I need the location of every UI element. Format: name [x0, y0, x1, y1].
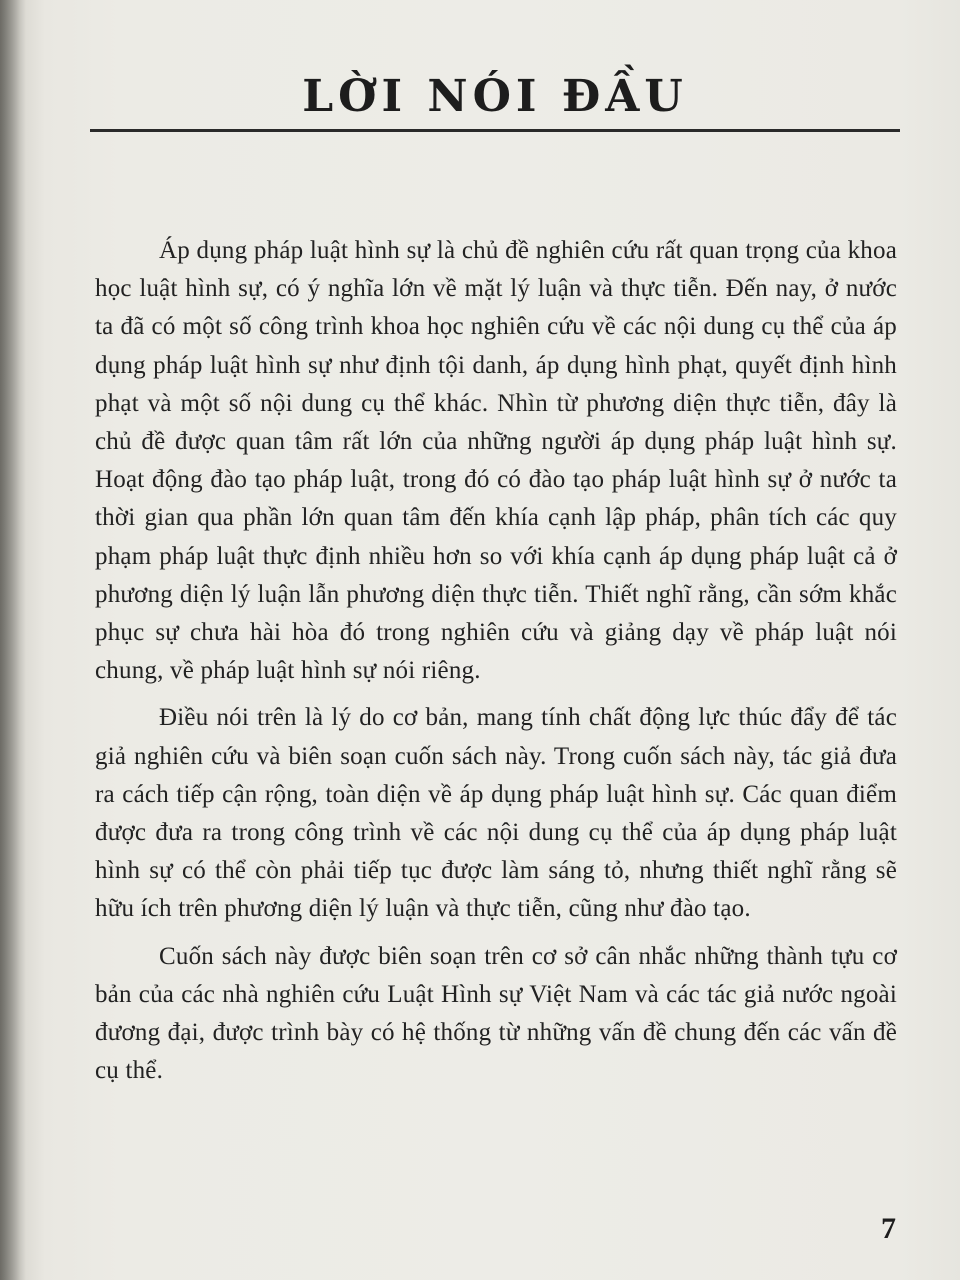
paragraph-1: Áp dụng pháp luật hình sự là chủ đề nghiên cứu rất quan trọng của khoa học luật hình sự, có ý nghĩa lớn về mặt lý luận và thực tiễn. Đến nay, ở nước ta đã có một số công trình khoa học nghiên cứu về các nội dung cụ thể của áp dụng pháp luật hình sự như định tội danh, áp dụng hình phạt, quyết định hình phạt và một số nội dung cụ thể khác. Nhìn từ phương diện thực tiễn, đây là chủ đề được quan tâm rất lớn của những người áp dụng pháp luật hình sự. Hoạt động đào tạo pháp luật, trong đó có đào tạo pháp luật hình sự ở nước ta thời gian qua phần lớn quan tâm đến khía cạnh lập pháp, phân tích các quy phạm pháp luật thực định nhiều hơn so với khía cạnh áp dụng pháp luật cả ở phương diện lý luận lẫn phương diện thực tiễn. Thiết nghĩ rằng, cần sớm khắc phục sự chưa hài hòa đó trong nghiên cứu và giảng dạy về pháp luật nói chung, về pháp luật hình sự nói riêng. — [95, 237, 897, 685]
title-block — [90, 62, 900, 142]
body-text — [95, 232, 897, 1099]
paragraph-3: Cuốn sách này được biên soạn trên cơ sở cân nhắc những thành tựu cơ bản của các nhà nghiên cứu Luật Hình sự Việt Nam và các tác giả nước ngoài đương đại, được trình bày có hệ thống từ những vấn đề chung đến các vấn đề cụ thể. — [95, 942, 897, 1085]
page-title: LỜI NÓI ĐẦU — [302, 71, 688, 122]
book-gutter-shadow — [0, 0, 26, 1280]
paragraph-2: Điều nói trên là lý do cơ bản, mang tính chất động lực thúc đẩy để tác giả nghiên cứu và biên soạn cuốn sách này. Trong cuốn sách này, tác giả đưa ra cách tiếp cận rộng, toàn diện về áp dụng pháp luật hình sự. Các quan điểm được đưa ra trong công trình về các nội dung cụ thể của áp dụng pháp luật hình sự có thể còn phải tiếp tục được làm sáng tỏ, nhưng thiết nghĩ rằng sẽ hữu ích trên phương diện lý luận và thực tiễn, cũng như đào tạo. — [95, 704, 897, 923]
page-number: 7 — [881, 1212, 896, 1245]
title-underline — [90, 129, 900, 132]
